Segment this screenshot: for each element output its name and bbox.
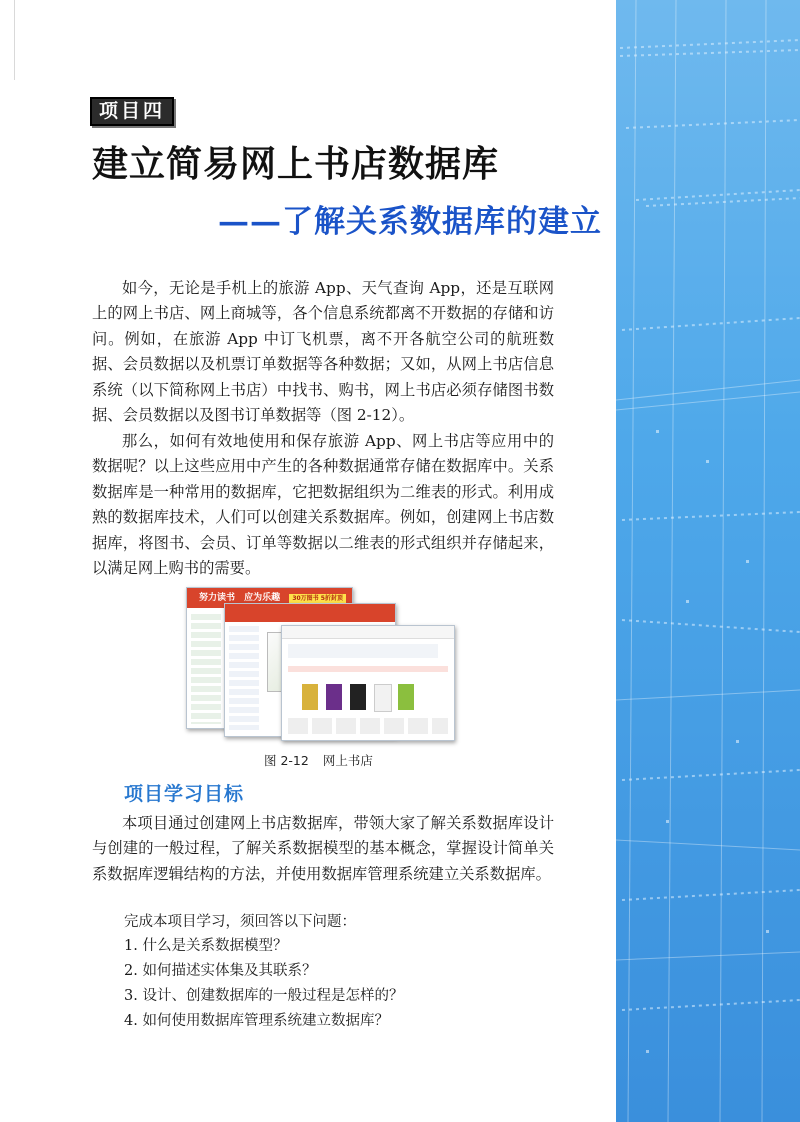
question-item: 3. 设计、创建数据库的一般过程是怎样的？ [124, 988, 404, 1004]
project-tag: 项目四 [90, 97, 174, 126]
banner-text: 努力读书 [199, 593, 236, 603]
question-item: 2. 如何描述实体集及其联系？ [124, 963, 317, 979]
page-title: 建立简易网上书店数据库 [92, 143, 500, 185]
figure-caption-text: 网上书店 [322, 753, 373, 768]
questions-list [124, 934, 403, 1034]
banner-text-2: 应为乐趣 [244, 593, 281, 603]
decorative-sidebar [616, 0, 800, 1122]
section-heading-objectives: 项目学习目标 [124, 783, 245, 805]
page-subtitle: ——了解关系数据库的建立 [218, 204, 602, 240]
page-edge-line [14, 0, 15, 80]
bookstore-screenshot-front [281, 625, 455, 741]
sidebar-pattern [616, 0, 800, 1122]
objectives-paragraph: 本项目通过创建网上书店数据库，带领大家了解关系数据库设计与创建的一般过程，了解关系数据模型的基本概念，掌握设计简单关系数据库逻辑结构的方法，并使用数据库管理系统建立关系数据库。 [92, 814, 554, 883]
figure-online-bookstore [186, 583, 456, 741]
question-item: 4. 如何使用数据库管理系统建立数据库？ [124, 1013, 389, 1029]
intro-paragraph-2: 那么，如何有效地使用和保存旅游 App、网上书店等应用中的数据呢？以上这些应用中产生的各种数据通常存储在数据库中。关系数据库是一种常用的数据库，它把数据组织为二维表的形式。利用成熟的数据库技术，人们可以创建关系数据库。例如，创建网上书店数据库，将图书、会员、订单等数据以二维表的形式组织并存储起来，以满足网上购书的需要。 [92, 432, 554, 578]
questions-intro: 完成本项目学习，须回答以下问题： [124, 914, 356, 930]
question-item: 1. 什么是关系数据模型？ [124, 938, 288, 954]
figure-number: 图 2-12 [264, 753, 309, 768]
figure-caption [264, 751, 373, 769]
banner-badge: 30万图书 5折封顶 [289, 594, 346, 603]
intro-paragraph-1: 如今，无论是手机上的旅游 App、天气查询 App，还是互联网上的网上书店、网上商城等，各个信息系统都离不开数据的存储和访问。例如，在旅游 App 中订飞机票，离不开各航空公司的航班数据、会员数据以及机票订单数据等各种数据；又如，从网上书店信息系统（以下简称网上书店）中找书、购书，网上书店必须存储图书数据、会员数据以及图书订单数据等（图 2-12）。 [92, 279, 554, 425]
